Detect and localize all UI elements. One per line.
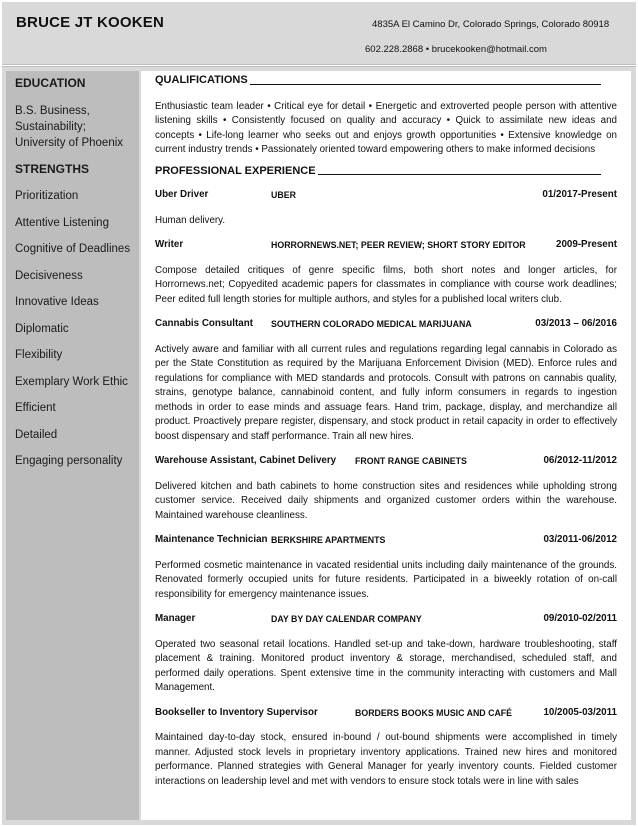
job-description: Compose detailed critiques of genre specific films, both short notes and longer articles, for Horrornews.net; Copyedited academic papers for classmates in compliance with course work deadlines; Peer edited full length stories for multiple authors, and styles for a published local writers club. [155, 264, 617, 305]
strength-item: Decisiveness [15, 269, 83, 282]
experience-heading [155, 164, 617, 179]
job-header [155, 238, 617, 253]
sidebar [6, 71, 139, 820]
job-company: UBER [271, 190, 296, 200]
experience-heading-text: PROFESSIONAL EXPERIENCE [155, 164, 316, 177]
job-title: Manager [155, 613, 196, 624]
job-title: Cannabis Consultant [155, 318, 253, 329]
strengths-heading: STRENGTHS [15, 162, 90, 176]
strength-item: Cognitive of Deadlines [15, 243, 131, 255]
job-title: Warehouse Assistant, Cabinet Delivery [155, 455, 337, 466]
job-header [155, 706, 617, 721]
qualifications-heading-text: QUALIFICATIONS [155, 74, 248, 86]
job-company: SOUTHERN COLORADO MEDICAL MARIJUANA [271, 319, 472, 329]
address-line: 4835A El Camino Dr, Colorado Springs, Colorado 80918 [372, 19, 610, 30]
strength-item: Prioritization [15, 190, 79, 202]
strength-item: Efficient [15, 402, 56, 414]
job-dates: 03/2013 – 06/2016 [535, 318, 617, 329]
job-description: Actively aware and familiar with all current rules and regulations regarding legal cannabis in Colorado as per the State Constitution as required by the Marijuana Enforcement Division (MED). Enforce rules and regulations for compliance with MED standards and protocols. Consult with patrons on cannabis quality, strains, genotype balance, cannabinoid content, and fully inform consumers in regards to ingestion methods in order to ease minds and assuage fears. Hand trim, package, display, and merchandize all product. Proactively prepare register, dispensary, and stock product in retail capacity in order to effectively boost dispensary and staff performance. Train all new hires. [155, 343, 617, 442]
job-header [155, 533, 617, 548]
job-dates: 03/2011-06/2012 [543, 534, 617, 545]
job-title: Uber Driver [155, 189, 209, 200]
candidate-name: BRUCE JT KOOKEN [16, 14, 165, 31]
strength-item: Diplomatic [15, 322, 69, 335]
strength-item: Attentive Listening [15, 216, 109, 229]
job-header [155, 612, 617, 627]
job-dates: 01/2017-Present [542, 189, 617, 200]
strength-item: Engaging personality [15, 455, 123, 467]
job-description: Maintained day-to-day stock, ensured in-bound / out-bound shipments were accomplished in timely manner. Adjusted stock levels in proprietary inventory applications. Trained new hires and monitored performance. Planned strategies with General Manager for yearly inventory counts. Fielded customer interactions on leadership level and met with vendors to ensure stock totals were in line with sales [155, 732, 617, 787]
heading-rule [250, 84, 601, 85]
contact-line: 602.228.2868 • brucekooken@hotmail.com [365, 44, 547, 55]
job-description: Operated two seasonal retail locations. Handled set-up and take-down, hardware troubleshooting, staff placement & training. Monitored product inventory & storage, merchandised, scheduled staff, and performed daily operations. Spent extensive time in the community interacting with customers and Mall Management. [155, 638, 617, 693]
strengths-list [15, 189, 139, 481]
job-company: BERKSHIRE APARTMENTS [271, 535, 386, 545]
job-company: FRONT RANGE CABINETS [355, 456, 467, 466]
strength-item: Detailed [15, 428, 58, 441]
qualifications-text: Enthusiastic team leader • Critical eye for detail • Energetic and extroverted people person with attentive listening skills • Consistently focused on quality and accuracy • Quick to assimilate new ideas and concepts • Life-long learner who seeks out and enjoys growth opportunities • Extensive knowledge on current industry trends • Passionately oriented toward empowering others to make informed decisions [155, 100, 617, 155]
job-description: Delivered kitchen and bath cabinets to home construction sites and residences while upholding strong customer service. Received daily shipments and organized customer orders within the warehouse. Maintained warehouse cleanliness. [155, 480, 617, 521]
heading-rule [318, 174, 601, 175]
education-heading: EDUCATION [15, 76, 86, 90]
job-company: BORDERS BOOKS MUSIC AND CAFÉ [355, 707, 513, 718]
resume-header [2, 2, 636, 65]
job-header [155, 454, 617, 469]
job-dates: 2009-Present [556, 239, 617, 250]
strength-item: Flexibility [15, 349, 63, 361]
job-dates: 09/2010-02/2011 [543, 613, 617, 624]
job-header [155, 188, 617, 203]
strength-item: Exemplary Work Ethic [15, 375, 128, 388]
job-company: HORRORNEWS.NET; PEER REVIEW; SHORT STORY EDITOR [271, 240, 526, 250]
job-dates: 10/2005-03/2011 [543, 706, 617, 718]
main-content [141, 71, 631, 820]
jobs-list [155, 188, 617, 789]
job-header [155, 317, 617, 332]
job-dates: 06/2012-11/2012 [543, 455, 617, 466]
job-description: Performed cosmetic maintenance in vacated residential units including daily maintenance of the grounds. Renovated formerly occupied units for future residents. Participated in a biweekly rotation of on-call responsibility for emergency maintenance issues. [155, 559, 617, 600]
job-title: Writer [155, 239, 184, 250]
job-title: Maintenance Technician [155, 534, 268, 545]
qualifications-heading [155, 73, 617, 88]
education-entry: B.S. Business, Sustainability; University of Phoenix [15, 105, 124, 149]
strength-item: Innovative Ideas [15, 296, 99, 308]
job-company: DAY BY DAY CALENDAR COMPANY [271, 614, 422, 624]
job-description: Human delivery. [155, 214, 226, 226]
job-title: Bookseller to Inventory Supervisor [155, 706, 318, 718]
